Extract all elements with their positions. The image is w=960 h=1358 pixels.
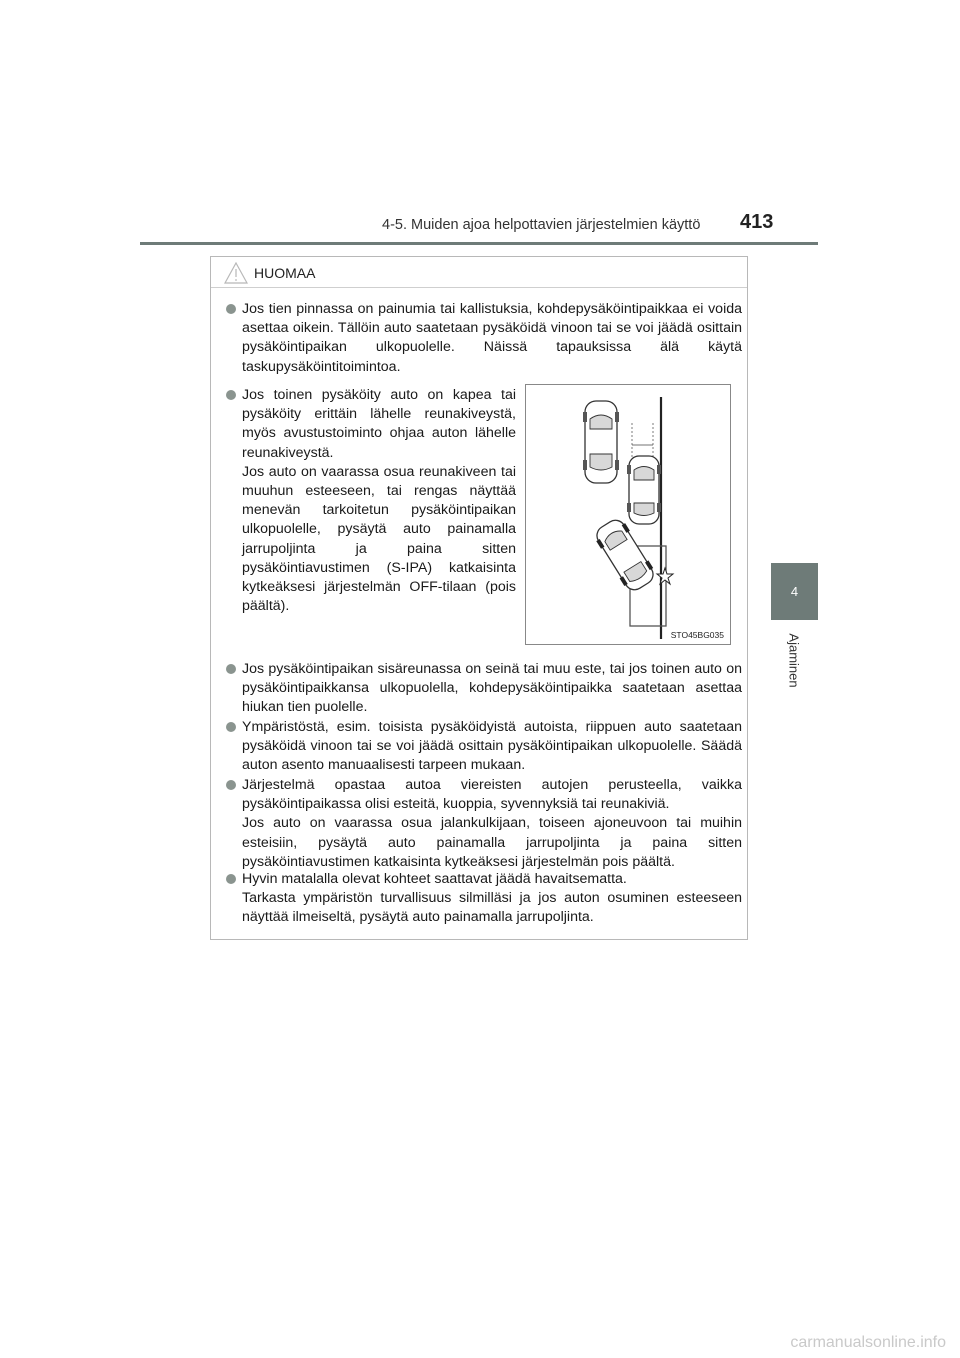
page-number: 413 <box>740 211 774 233</box>
bullet-icon <box>226 304 236 314</box>
bullet-icon <box>226 722 236 732</box>
bullet-icon <box>226 874 236 884</box>
section-title: 4-5. Muiden ajoa helpottavien järjestelmien käyttö <box>382 217 701 233</box>
notice-item <box>226 776 742 872</box>
bullet-icon <box>226 780 236 790</box>
figure-code: STO45BG035 <box>670 630 724 640</box>
chapter-tab <box>771 563 818 620</box>
notice-item-text: Jos toinen pysäköity auto on kapea tai pysäköity erittäin lähelle reunakiveystä, myös avustustoiminto ohjaa auton lähelle reunakiveystä. <box>242 387 516 461</box>
bullet-icon <box>226 390 236 400</box>
notice-item-text: Hyvin matalalla olevat kohteet saattavat jäädä havaitsematta. <box>242 871 627 887</box>
notice-heading <box>224 260 315 286</box>
notice-item <box>226 870 742 928</box>
notice-item-text: Jos pysäköintipaikan sisäreunassa on seinä tai muu este, tai jos toinen auto on pysäköintipaikkansa ulkopuolella, kohdepysäköintipaikka saatetaan asettaa hiukan tien puolelle. <box>242 661 742 716</box>
warning-icon <box>224 262 248 284</box>
notice-item-text-continued: Jos auto on vaarassa osua reunakiveen tai muuhun esteeseen, tai rengas näyttää menevän tarkoitetun pysäköintipaikan ulkopuolelle, pysäytä auto painamalla jarrupoljinta ja paina sitten pysäköintiavustimen (S-IPA) katkaisinta kytkeäksesi järjestelmän OFF-tilaan (pois päältä). <box>242 463 516 615</box>
notice-item-text-continued: Jos auto on vaarassa osua jalankulkijaan, toiseen ajoneuvoon tai muihin esteisiin, pysäytä auto painamalla jarrupoljinta ja paina sitten pysäköintiavustimen katkaisinta kytkeäksesi järjestelmän pois päältä. <box>242 815 742 870</box>
header-rule <box>140 242 818 245</box>
impact-star-icon <box>657 568 673 584</box>
chapter-label: Ajaminen <box>787 632 803 688</box>
parking-illustration <box>525 384 731 645</box>
notice-item-text: Jos tien pinnassa on painumia tai kallistuksia, kohdepysäköintipaikkaa ei voida asettaa oikein. Tällöin auto saatetaan pysäköidä vinoon tai se voi jäädä osittain pysäköintipaikan ulkopuolelle. Näissä tapauksissa älä käytä taskupysäköintitoimintoa. <box>242 301 742 375</box>
notice-item-text: Järjestelmä opastaa autoa viereisten autojen perusteella, vaikka pysäköintipaikassa olisi esteitä, kuoppia, syvennyksiä tai reunakiviä. <box>242 777 742 813</box>
parking-car <box>592 515 659 594</box>
watermark: carmanualsonline.info <box>790 1334 946 1351</box>
notice-item <box>226 718 742 776</box>
notice-item <box>226 300 742 377</box>
chapter-number: 4 <box>790 584 799 599</box>
notice-heading-text: HUOMAA <box>254 265 316 281</box>
parked-car-rear <box>627 456 661 524</box>
parked-car-front <box>583 401 619 483</box>
chapter-label-container <box>771 625 818 695</box>
notice-divider <box>211 287 747 288</box>
bullet-icon <box>226 664 236 674</box>
parking-diagram <box>526 385 732 646</box>
notice-item <box>226 660 742 718</box>
notice-item-text: Ympäristöstä, esim. toisista pysäköidyistä autoista, riippuen auto saatetaan pysäköidä vinoon tai se voi jäädä osittain pysäköintipaikan ulkopuolelle. Säädä auton asento manuaalisesti tarpeen mukaan. <box>242 719 742 774</box>
notice-item-text-continued: Tarkasta ympäristön turvallisuus silmilläsi ja jos auton osuminen esteeseen näyttää ilmeiseltä, pysäytä auto painamalla jarrupoljinta. <box>242 890 742 926</box>
notice-item <box>226 386 516 616</box>
